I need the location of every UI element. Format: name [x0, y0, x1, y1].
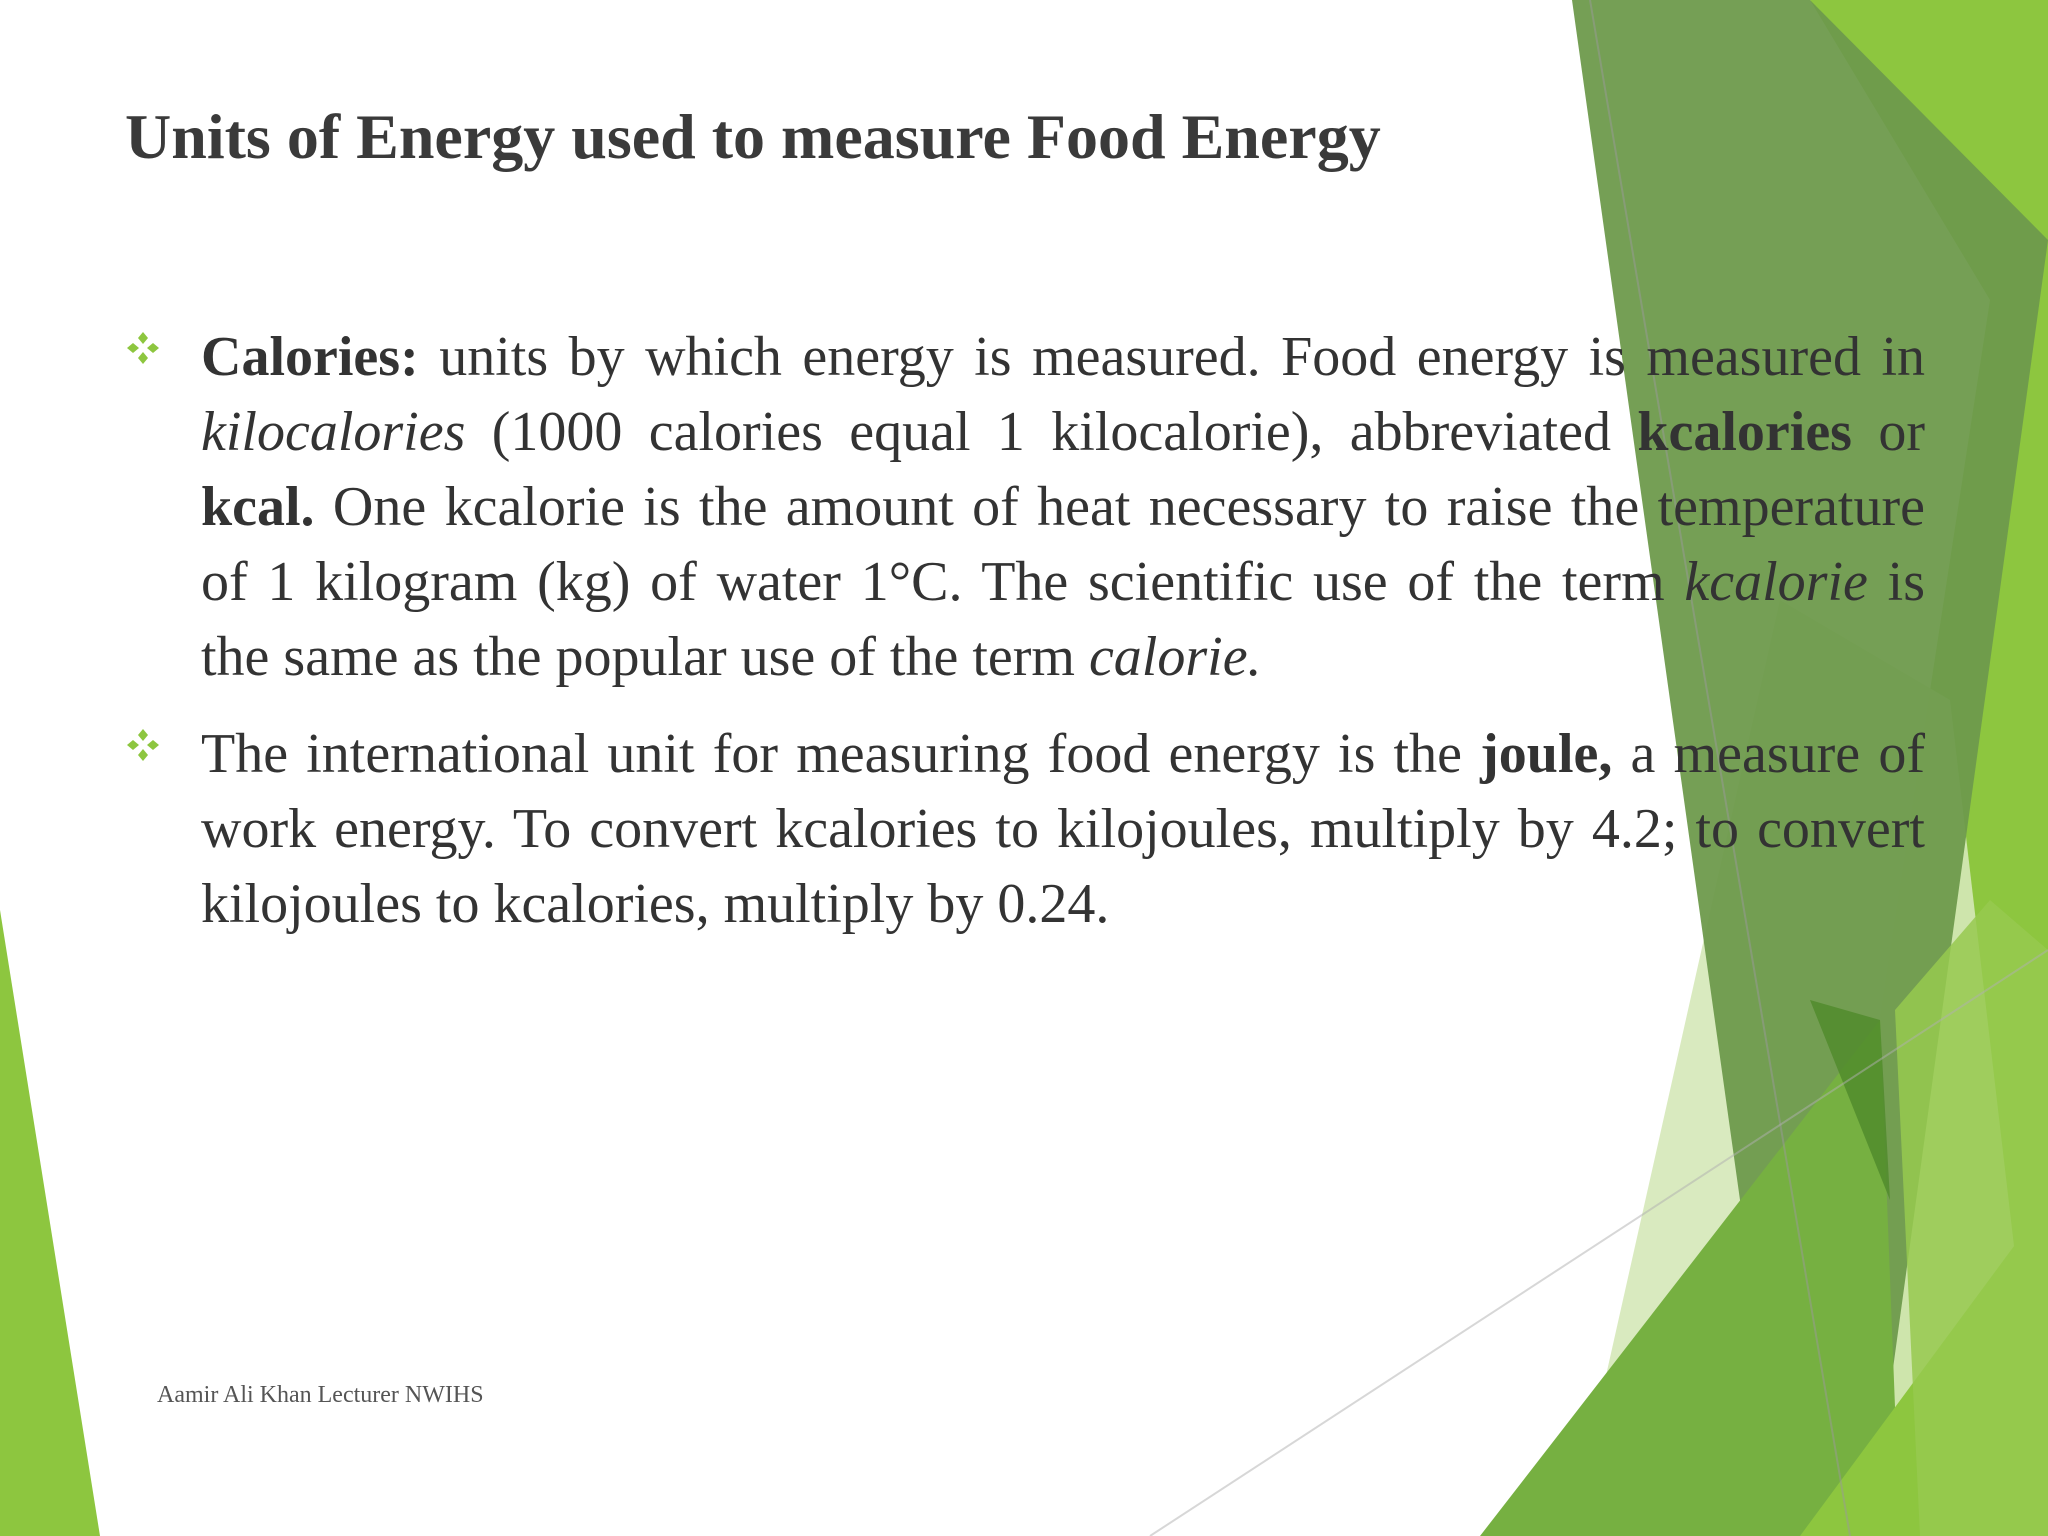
- term-label: Calories:: [201, 326, 419, 388]
- text-run: The international unit for measuring food energy is the: [201, 723, 1481, 785]
- bullet-joule: [125, 717, 1925, 942]
- bullet-calories: [125, 320, 1925, 695]
- bold-term: kcalories: [1637, 401, 1852, 463]
- bold-term: kcal.: [201, 476, 315, 538]
- bullet-list: [125, 320, 1925, 964]
- slide-title: Units of Energy used to measure Food Energy: [125, 101, 1381, 172]
- text-run: (1000 calories equal 1 kilocalorie), abbreviated: [465, 401, 1638, 463]
- text-run: One kcalorie is the amount of heat necessary to raise the temperature of 1 kilogram (kg) of water 1°C. The scientific use of the term: [201, 476, 1925, 613]
- diamond-bullet-icon: [125, 727, 161, 763]
- italic-term: kcalorie: [1684, 551, 1868, 613]
- text-run: is the same as the popular use of the term: [201, 551, 1925, 688]
- text-run: or: [1851, 401, 1925, 463]
- italic-term: kilocalories: [201, 401, 466, 463]
- text-run: a measure of work energy. To convert kcalories to kilojoules, multiply by 4.2; to convert kilojoules to kcalories, multiply by 0.24.: [201, 723, 1925, 935]
- left-accent-shape: [0, 910, 100, 1536]
- diamond-bullet-icon: [125, 330, 161, 366]
- slide-footer: Aamir Ali Khan Lecturer NWIHS: [157, 1382, 484, 1408]
- text-run: units by which energy is measured. Food energy is measured in: [418, 326, 1925, 388]
- bullet-text: [201, 717, 1925, 942]
- italic-term: calorie.: [1088, 626, 1262, 688]
- bullet-text: [201, 320, 1925, 695]
- bold-term: joule,: [1480, 723, 1613, 785]
- right-accent-edge: [1895, 900, 2048, 1536]
